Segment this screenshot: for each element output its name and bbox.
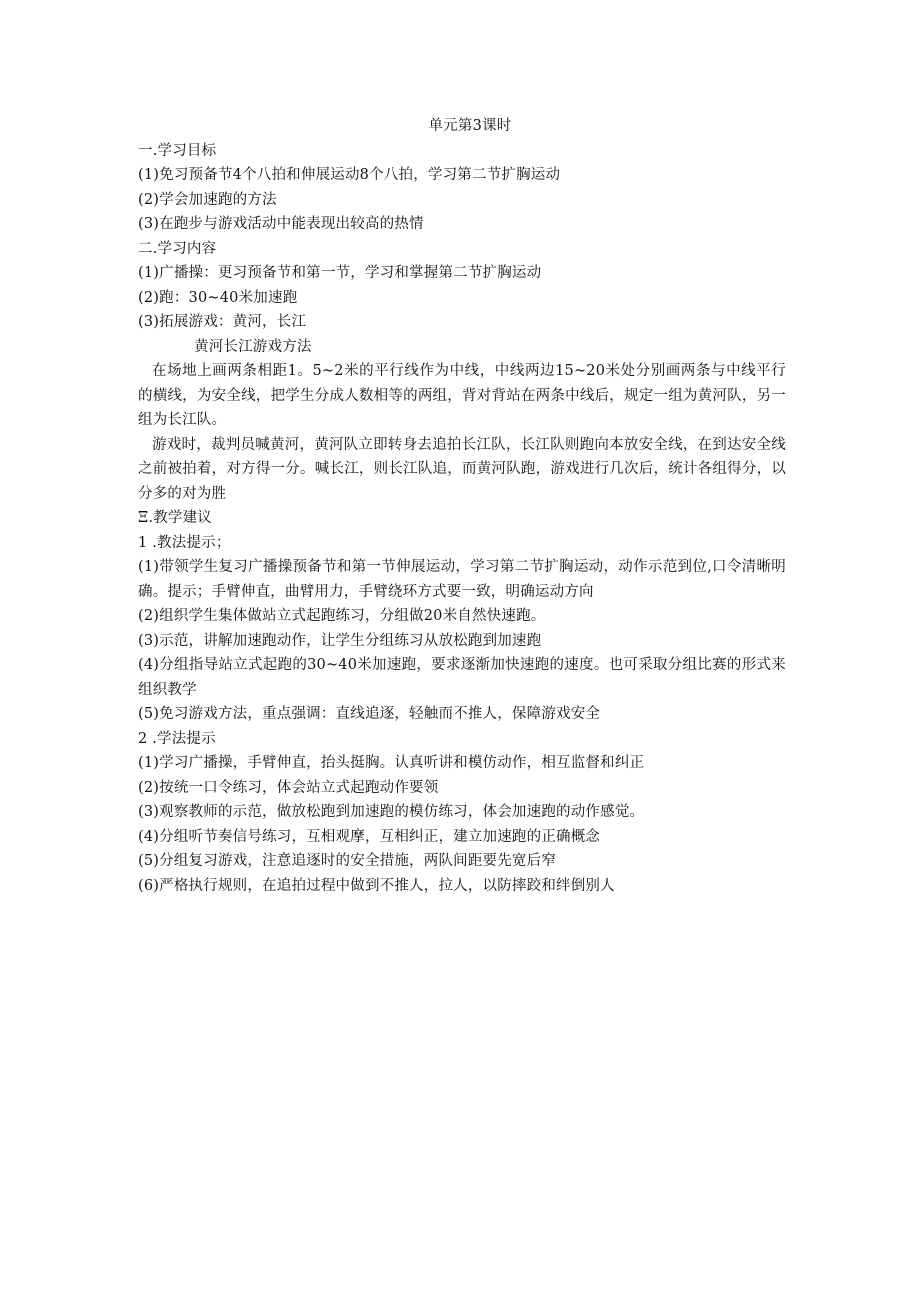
learning-item: (1)学习广播操，手臂伸直，抬头挺胸。认真听讲和模仿动作，相互监督和纠正	[138, 755, 645, 771]
game-paragraph: 游戏时，裁判员喊黄河，黄河队立即转身去追拍长江队，长江队则跑向本放安全线，在到达安全线之前被拍着，对方得一分。喊长江，则长江队追，而黄河队跑，游戏进行几次后，统计各组得分，以分多的对为胜	[138, 436, 786, 502]
document-title: 单元第3课时	[428, 118, 512, 134]
teaching-item: (3)示范，讲解加速跑动作，让学生分组练习从放松跑到加速跑	[138, 632, 542, 649]
section-heading-content: 二.学习内容	[138, 240, 217, 257]
learning-item: (6)严格执行规则，在追拍过程中做到不推人，拉人，以防摔跤和绊倒别人	[138, 877, 615, 894]
learning-item: (3)观察教师的示范，做放松跑到加速跑的模仿练习，体会加速跑的动作感觉。	[138, 804, 645, 820]
section-heading-goals: 一.学习目标	[138, 142, 217, 159]
learning-item: (4)分组听节奏信号练习，互相观摩，互相纠正，建立加速跑的正确概念	[138, 828, 601, 845]
game-paragraph: 在场地上画两条相距1。5~2米的平行线作为中线，中线两边15~20米处分别画两条与中线平行的横线，为安全线，把学生分成人数相等的两组，背对背站在两条中线后，规定一组为黄河队，另一组为长江队。	[138, 363, 786, 428]
section-heading-suggestions: Ξ.教学建议	[138, 510, 213, 526]
goal-item: (1)免习预备节4个八拍和伸展运动8个八拍，学习第二节扩胸运动	[138, 167, 561, 183]
subsection-heading-learning: 2 .学法提示	[138, 730, 216, 747]
teaching-item: (2)组织学生集体做站立式起跑练习，分组做20米自然快速跑。	[138, 608, 546, 624]
learning-item: (2)按统一口令练习，体会站立式起跑动作要领	[138, 779, 439, 796]
subsection-heading-teaching: 1 .教法提示；	[138, 534, 231, 551]
teaching-item: (5)免习游戏方法，重点强调：直线追逐，轻触而不推人，保障游戏安全	[138, 706, 601, 722]
content-item: (1)广播操：更习预备节和第一节，学习和掌握第二节扩胸运动	[138, 265, 542, 281]
teaching-item: (4)分组指导站立式起跑的30~40米加速跑，要求逐渐加快速跑的速度。也可采取分组比赛的形式来组织教学	[138, 657, 786, 698]
document-page	[138, 114, 786, 898]
goal-item: (3)在跑步与游戏活动中能表现出较高的热情	[138, 216, 424, 232]
content-item: (2)跑：30~40米加速跑	[138, 289, 298, 306]
learning-item: (5)分组复习游戏，注意追逐时的安全措施，两队间距要先宽后窄	[138, 853, 557, 869]
teaching-item: (1)带领学生复习广播操预备节和第一节伸展运动，学习第二节扩胸运动，动作示范到位,口令清晰明确。提示；手臂伸直，曲臂用力，手臂绕环方式要一致，明确运动方向	[138, 559, 786, 600]
goal-item: (2)学会加速跑的方法	[138, 191, 277, 208]
content-item: (3)拓展游戏：黄河，长江	[138, 314, 307, 330]
game-title: 黄河长江游戏方法	[194, 338, 312, 355]
